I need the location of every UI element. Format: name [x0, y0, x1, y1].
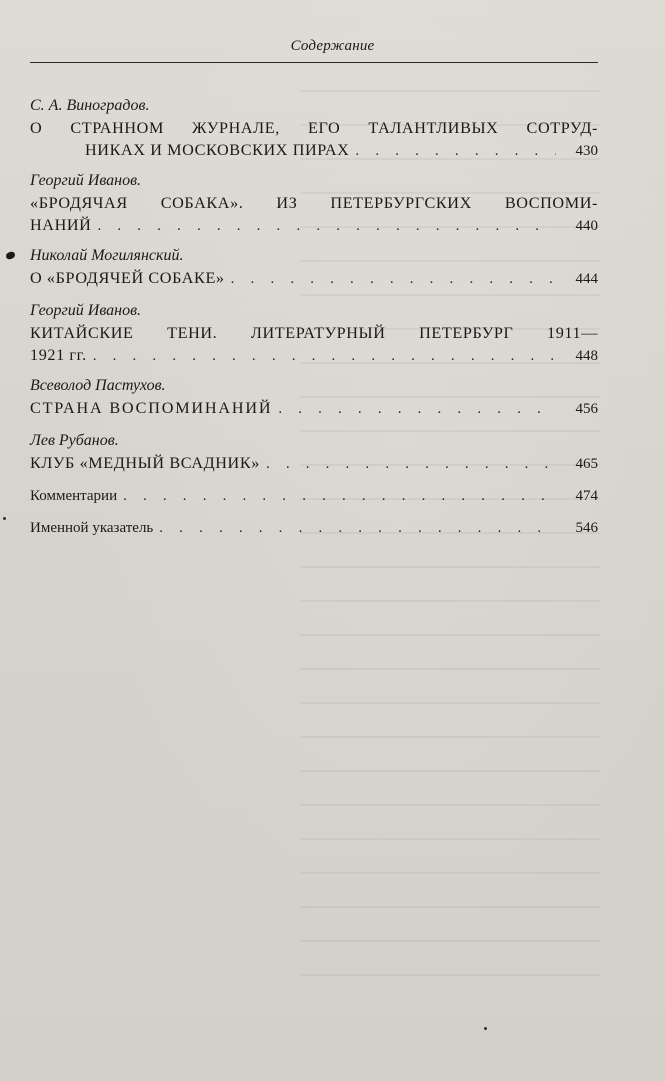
index-label: Именной указатель	[30, 520, 154, 536]
entry-title-row	[30, 139, 598, 162]
entry-title-line: «БРОДЯЧАЯ СОБАКА». ИЗ ПЕТЕРБУРГСКИХ ВОСПОМИ-	[30, 194, 598, 212]
entry-author: С. А. Виноградов.	[30, 97, 150, 114]
entry-title-continuation: 1921 гг.	[30, 346, 87, 364]
entry-page-number: 465	[575, 456, 598, 472]
entry-page-number: 456	[575, 401, 598, 417]
entry-title-row	[30, 397, 598, 420]
entry-author: Николай Могилянский.	[30, 247, 184, 264]
dot-leader	[97, 215, 556, 237]
entry-author: Лев Рубанов.	[30, 432, 119, 449]
dot-leader	[355, 140, 556, 162]
entry-page-number: 448	[575, 348, 598, 364]
margin-speck	[3, 517, 6, 520]
dot-leader	[159, 517, 556, 539]
entry-title: О «БРОДЯЧЕЙ СОБАКЕ»	[30, 269, 225, 287]
ink-smudge	[5, 251, 16, 260]
page-speck	[484, 1027, 487, 1030]
entry-author: Георгий Иванов.	[30, 302, 142, 319]
entry-title-row	[30, 214, 598, 237]
index-page-number: 546	[575, 520, 598, 536]
commentary-label: Комментарии	[30, 488, 118, 504]
dot-leader	[278, 398, 556, 420]
toc-entry	[30, 245, 598, 290]
dot-leader	[231, 268, 556, 290]
entry-title: КЛУБ «МЕДНЫЙ ВСАДНИК»	[30, 454, 260, 472]
entry-page-number: 444	[575, 271, 598, 287]
entry-title: СТРАНА ВОСПОМИНАНИЙ	[30, 399, 273, 417]
toc-index-row	[30, 517, 598, 539]
header-rule	[30, 62, 598, 63]
toc-entry	[30, 170, 598, 237]
entry-author: Всеволод Пастухов.	[30, 377, 166, 394]
table-of-contents	[30, 95, 598, 539]
toc-entry	[30, 300, 598, 367]
entry-author: Георгий Иванов.	[30, 172, 142, 189]
dot-leader	[93, 345, 556, 367]
toc-entry	[30, 430, 598, 475]
entry-title-line: КИТАЙСКИЕ ТЕНИ. ЛИТЕРАТУРНЫЙ ПЕТЕРБУРГ 1911—	[30, 324, 598, 342]
toc-entry	[30, 95, 598, 162]
dot-leader	[266, 453, 556, 475]
toc-commentary-row	[30, 485, 598, 507]
entry-title-row	[30, 344, 598, 367]
commentary-page-number: 474	[575, 488, 598, 504]
running-head: Содержание	[290, 38, 375, 54]
entry-title-row	[30, 452, 598, 475]
entry-title-line: О СТРАННОМ ЖУРНАЛЕ, ЕГО ТАЛАНТЛИВЫХ СОТРУД-	[30, 119, 598, 137]
entry-title-continuation: НИКАХ И МОСКОВСКИХ ПИРАХ	[85, 141, 350, 159]
toc-entry	[30, 375, 598, 420]
entry-title-continuation: НАНИЙ	[30, 216, 92, 234]
entry-page-number: 440	[575, 218, 598, 234]
entry-title-row	[30, 267, 598, 290]
entry-page-number: 430	[575, 143, 598, 159]
dot-leader	[123, 485, 556, 507]
